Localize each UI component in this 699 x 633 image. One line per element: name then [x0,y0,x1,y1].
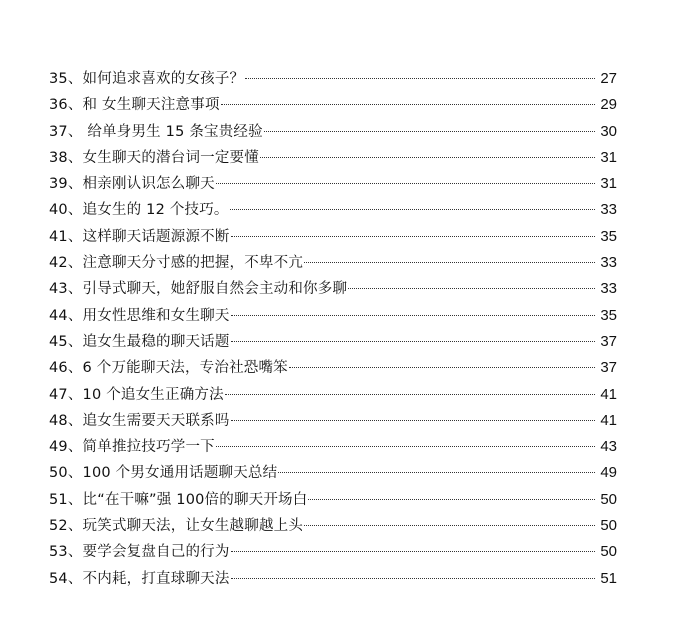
toc-entry-page: 33 [600,280,617,298]
toc-entry-title: 46、6 个万能聊天法，专治社恐嘴笨 [49,360,288,377]
dot-leader [264,131,595,132]
toc-entry-page: 37 [600,332,617,350]
toc-entry-title: 53、要学会复盘自己的行为 [49,544,230,561]
toc-entry[interactable] [49,119,617,145]
toc-entry[interactable] [49,276,617,302]
toc-entry-title: 47、10 个追女生正确方法 [49,386,224,403]
toc-entry-page: 37 [600,359,617,377]
toc-entry-page: 50 [600,543,617,561]
dot-leader [278,472,595,473]
toc-entry[interactable] [49,329,617,355]
toc-entry[interactable] [49,92,617,118]
toc-entry-title: 37、 给单身男生 15 条宝贵经验 [49,123,263,140]
toc-entry-page: 33 [600,254,617,272]
toc-entry-page: 50 [600,517,617,535]
toc-entry-title: 41、这样聊天话题源源不断 [49,228,230,245]
dot-leader [231,420,595,421]
toc-entry[interactable] [49,434,617,460]
toc-entry[interactable] [49,382,617,408]
dot-leader [225,394,595,395]
toc-entry-title: 45、追女生最稳的聊天话题 [49,333,230,350]
table-of-contents [49,66,617,592]
toc-entry[interactable] [49,539,617,565]
toc-entry-page: 33 [600,201,617,219]
dot-leader [216,183,595,184]
dot-leader [231,578,595,579]
dot-leader [231,341,595,342]
dot-leader [308,499,595,500]
toc-entry[interactable] [49,460,617,486]
toc-entry[interactable] [49,513,617,539]
toc-entry-page: 30 [600,122,617,140]
toc-entry-title: 42、注意聊天分寸感的把握，不卑不亢 [49,255,304,272]
toc-entry[interactable] [49,487,617,513]
toc-entry[interactable] [49,566,617,592]
toc-entry-page: 41 [600,411,617,429]
toc-entry-title: 40、追女生的 12 个技巧。 [49,202,229,219]
dot-leader [231,315,595,316]
toc-entry-page: 35 [600,227,617,245]
toc-entry-title: 54、不内耗，打直球聊天法 [49,570,230,587]
toc-entry[interactable] [49,355,617,381]
dot-leader [348,288,595,289]
toc-entry[interactable] [49,408,617,434]
toc-entry-title: 35、如何追求喜欢的女孩子？ [49,71,245,87]
dot-leader [230,209,595,210]
toc-entry-page: 43 [600,438,617,456]
toc-entry-page: 41 [600,385,617,403]
dot-leader [231,551,595,552]
toc-entry-title: 50、100 个男女通用话题聊天总结 [49,465,278,482]
toc-entry-title: 44、用女性思维和女生聊天 [49,307,230,324]
dot-leader [245,78,595,79]
dot-leader [304,262,595,263]
toc-entry[interactable] [49,66,617,92]
toc-entry-page: 35 [600,306,617,324]
toc-entry-title: 51、比“在干嘛”强 100倍的聊天开场白 [49,491,308,508]
toc-entry[interactable] [49,250,617,276]
toc-entry-title: 48、追女生需要天天联系吗 [49,412,230,429]
dot-leader [216,446,595,447]
toc-entry[interactable] [49,171,617,197]
toc-entry-page: 31 [600,148,617,166]
toc-entry-page: 31 [600,175,617,193]
toc-entry-title: 36、和 女生聊天注意事项 [49,97,220,114]
toc-entry-page: 50 [600,490,617,508]
toc-entry[interactable] [49,145,617,171]
dot-leader [260,157,595,158]
toc-entry[interactable] [49,224,617,250]
toc-entry[interactable] [49,303,617,329]
dot-leader [231,236,595,237]
toc-entry-title: 52、玩笑式聊天法，让女生越聊越上头 [49,518,304,535]
toc-entry-page: 29 [600,96,617,114]
toc-entry-title: 38、女生聊天的潜台词一定要懂 [49,149,259,166]
dot-leader [289,367,595,368]
toc-entry-title: 43、引导式聊天，她舒服自然会主动和你多聊 [49,281,348,298]
toc-entry-page: 49 [600,464,617,482]
toc-entry-title: 39、相亲刚认识怎么聊天 [49,176,215,193]
toc-entry-page: 27 [600,70,617,87]
dot-leader [221,104,595,105]
toc-entry-title: 49、简单推拉技巧学一下 [49,439,215,456]
dot-leader [304,525,595,526]
toc-entry[interactable] [49,197,617,223]
toc-entry-page: 51 [600,569,617,587]
